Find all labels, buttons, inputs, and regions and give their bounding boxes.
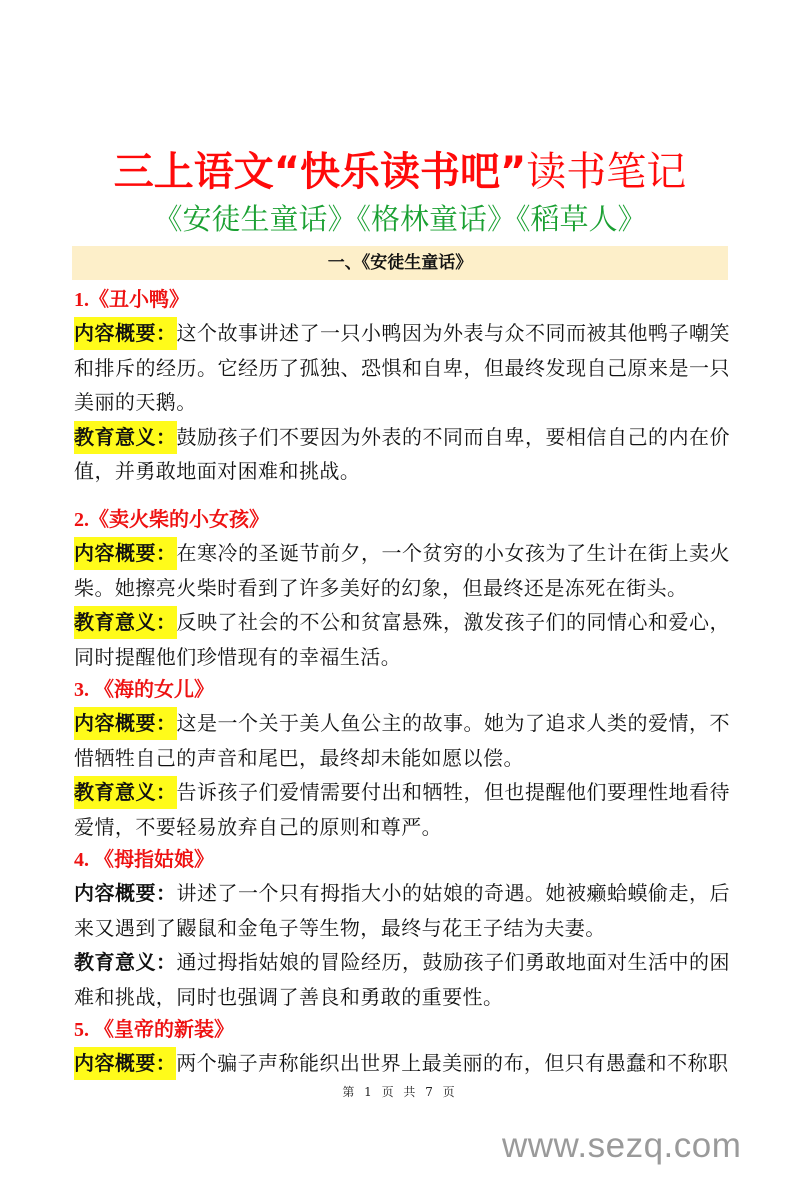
section-heading: 一、《安徒生童话》: [72, 246, 728, 280]
story-item: [74, 674, 730, 844]
story-item: [74, 1014, 730, 1081]
summary-text: 讲述了一个只有拇指大小的姑娘的奇遇。她被癞蛤蟆偷走，后来又遇到了鼹鼠和金龟子等生物，最终与花王子结为夫妻。: [74, 881, 731, 940]
story-item: [74, 844, 730, 1014]
story-title: [74, 674, 730, 706]
summary-label: 内容概要：: [74, 1047, 176, 1080]
story-meaning: [74, 605, 730, 674]
summary-label: 内容概要：: [74, 537, 177, 570]
summary-text: 这是一个关于美人鱼公主的故事。她为了追求人类的爱情，不惜牺牲自己的声音和尾巴，最终却未能如愿以偿。: [74, 711, 731, 770]
meaning-text: 告诉孩子们爱情需要付出和牺牲，但也提醒他们要理性地看待爱情，不要轻易放弃自己的原则和尊严。: [74, 780, 731, 839]
meaning-label: 教育意义：: [74, 606, 177, 639]
story-summary: [74, 1046, 730, 1081]
story-number: 5.: [74, 1019, 94, 1041]
story-list: [74, 284, 730, 1081]
story-title: [74, 844, 730, 876]
page-title-bold: 三上语文“快乐读书吧”: [113, 149, 527, 195]
story-name: 《丑小鸭》: [89, 287, 189, 311]
story-name: 《皇帝的新装》: [94, 1017, 234, 1041]
story-summary: [74, 706, 730, 775]
story-summary: [74, 316, 730, 420]
story-number: 4.: [74, 849, 94, 871]
story-title: [74, 1014, 730, 1046]
story-item: [74, 504, 730, 674]
story-title: [74, 284, 730, 316]
story-name: 《拇指姑娘》: [94, 847, 214, 871]
summary-label: 内容概要：: [74, 881, 177, 905]
meaning-text: 通过拇指姑娘的冒险经历，鼓励孩子们勇敢地面对生活中的困难和挑战，同时也强调了善良和勇敢的重要性。: [74, 950, 731, 1009]
watermark: www.sezq.com: [502, 1126, 742, 1165]
page-indicator: 第 1 页 共 7 页: [342, 1085, 458, 1099]
summary-text: 在寒冷的圣诞节前夕，一个贫穷的小女孩为了生计在街上卖火柴。她擦亮火柴时看到了许多美好的幻象，但最终还是冻死在街头。: [74, 541, 731, 600]
story-title: [74, 504, 730, 536]
story-summary: [74, 536, 730, 605]
page-subtitle: 《安徒生童话》《格林童话》《稻草人》: [153, 202, 647, 236]
page-title-light: 读书笔记: [526, 149, 687, 195]
meaning-label: 教育意义：: [74, 776, 177, 809]
summary-text: 两个骗子声称能织出世界上最美丽的布，但只有愚蠢和不称职: [176, 1051, 729, 1075]
story-number: 1.: [74, 289, 89, 311]
story-item: [74, 284, 731, 483]
summary-text: 这个故事讲述了一只小鸭因为外表与众不同而被其他鸭子嘲笑和排斥的经历。它经历了孤独、恐惧和自卑，但最终发现自己原来是一只美丽的天鹅。: [74, 321, 731, 414]
story-meaning: [74, 420, 730, 489]
summary-label: 内容概要：: [74, 707, 177, 740]
meaning-label: 教育意义：: [74, 950, 177, 974]
story-meaning: [74, 775, 730, 844]
meaning-label: 教育意义：: [74, 421, 177, 454]
story-meaning: [74, 945, 730, 1014]
story-number: 3.: [74, 679, 94, 701]
story-number: 2.: [74, 509, 89, 531]
story-name: 《海的女儿》: [94, 677, 214, 701]
summary-label: 内容概要：: [74, 317, 177, 350]
story-summary: [74, 876, 730, 945]
meaning-text: 反映了社会的不公和贫富悬殊，激发孩子们的同情心和爱心，同时提醒他们珍惜现有的幸福生活。: [74, 610, 731, 669]
page-title: [0, 148, 800, 196]
meaning-text: 鼓励孩子们不要因为外表的不同而自卑，要相信自己的内在价值，并勇敢地面对困难和挑战。: [74, 424, 731, 483]
story-name: 《卖火柴的小女孩》: [89, 507, 269, 531]
